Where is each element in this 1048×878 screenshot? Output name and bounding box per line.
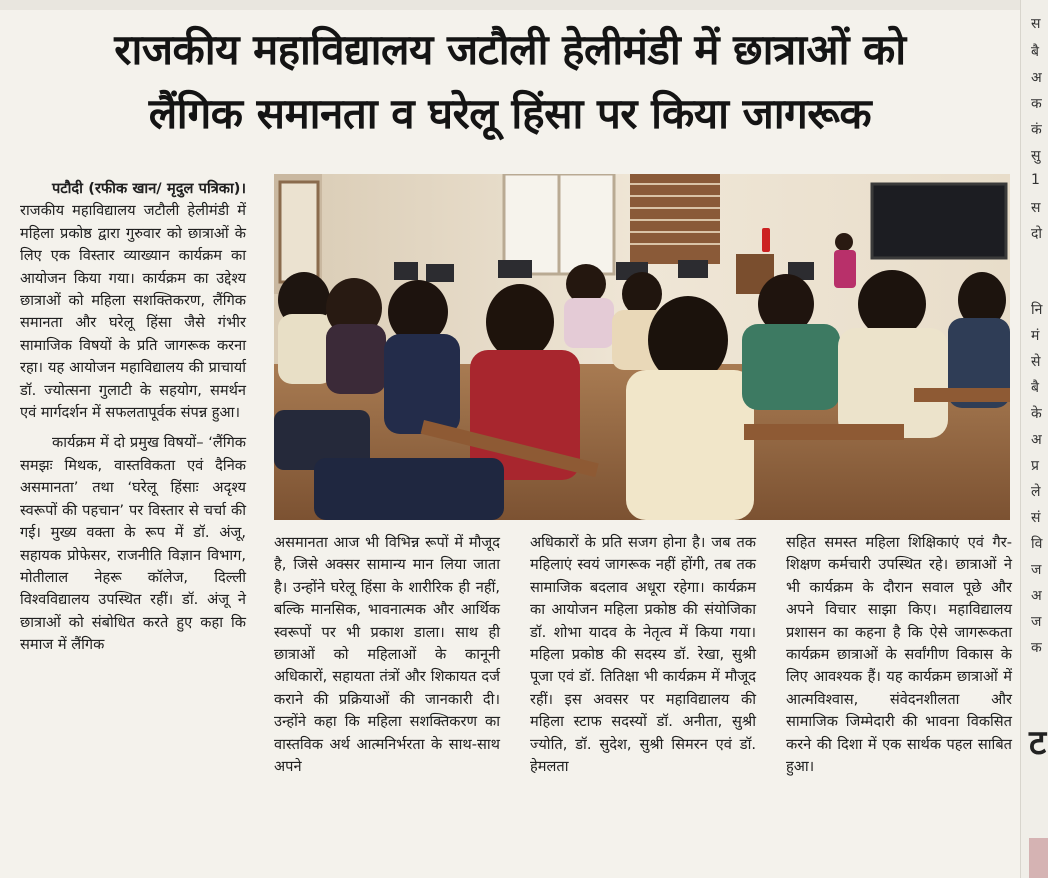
article-column-3: अधिकारों के प्रति सजग होना है। जब तक महिलाएं स्वयं जागरूक नहीं होंगी, तब तक सामाजिक बदलाव अधूरा रहेगा। कार्यक्रम का आयोजन महिला प्रकोष्ठ की संयोजिका डॉ. शोभा यादव के नेतृत्व में किया गया। महिला प्रकोष्ठ की सदस्य डॉ. रेखा, सुश्री पूजा एवं डॉ. तितिक्षा भी कार्यक्रम में मौजूद रहीं। इस अवसर पर महाविद्यालय की महिला स्टाफ सदस्यों डॉ. अनीता, सुश्री ज्योति, डॉ. सुदेश, सुश्री सिमरन एवं डॉ. हेमलता — [530, 534, 756, 776]
edge-char: प्र — [1031, 458, 1039, 474]
previous-section-strip — [0, 0, 1048, 10]
article-paragraph-1-text: राजकीय महाविद्यालय जटौली हेलीमंडी में महिला प्रकोष्ठ द्वारा गुरुवार को छात्राओं के लिए एक विस्तार व्याख्यान कार्यक्रम का आयोजन किया गया। कार्यक्रम का उद्देश्य छात्राओं को महिला सशक्तिकरण, लैंगिक समानता और घरेलू हिंसा जैसे गंभीर सामाजिक विषयों के प्रति जागरूक करना रहा। यह आयोजन महाविद्यालय की प्राचार्या डॉ. ज्योत्सना गुलाटी के सहयोग, समर्थन एवं मार्गदर्शन में सफलतापूर्वक संपन्न हुआ। — [20, 202, 246, 422]
edge-char: के — [1031, 406, 1042, 422]
adjacent-article-edge — [1020, 0, 1048, 878]
edge-char: स — [1031, 16, 1041, 32]
edge-char: ले — [1031, 484, 1041, 500]
edge-char: मं — [1031, 328, 1040, 344]
edge-char: अ — [1031, 432, 1042, 448]
headline — [0, 18, 1020, 146]
edge-char: वि — [1031, 536, 1043, 552]
edge-char: ज — [1031, 562, 1042, 578]
article-paragraph-1 — [20, 178, 246, 424]
edge-char: बै — [1031, 380, 1039, 396]
edge-color-block — [1029, 838, 1048, 878]
edge-char: अ — [1031, 588, 1042, 604]
edge-char: से — [1031, 354, 1041, 370]
edge-char: 1 — [1031, 172, 1040, 188]
headline-line-2: लैंगिक समानता व घरेलू हिंसा पर किया जागरूक — [148, 89, 872, 138]
edge-char: नि — [1031, 302, 1043, 318]
edge-char: क — [1031, 640, 1042, 656]
edge-char: बै — [1031, 44, 1039, 60]
edge-heading-fragment: ट — [1029, 723, 1047, 763]
article-column-4: सहित समस्त महिला शिक्षिकाएं एवं गैर-शिक्षण कर्मचारी उपस्थित रहे। छात्राओं ने भी कार्यक्रम के दौरान सवाल पूछे और अपने विचार साझा किए। महाविद्यालय प्रशासन का कहना है कि ऐसे जागरूकता कार्यक्रम छात्राओं के सर्वांगीण विकास के लिए आवश्यक हैं। यह कार्यक्रम छात्राओं में आत्मविश्वास, संवेदनशीलता और सामाजिक जिम्मेदारी की भावना विकसित करने की दिशा में एक सार्थक पहल साबित हुआ। — [786, 534, 1012, 776]
event-photo — [274, 174, 1010, 520]
article-column-2: असमानता आज भी विभिन्न रूपों में मौजूद है, जिसे अक्सर सामान्य मान लिया जाता है। उन्होंने घरेलू हिंसा के शारीरिक ही नहीं, बल्कि मानसिक, भावनात्मक और आर्थिक स्वरूपों पर भी प्रकाश डाला। साथ ही छात्राओं को महिलाओं के कानूनी अधिकारों, सहायता तंत्रों और शिकायत दर्ज कराने की प्रक्रियाओं की जानकारी दी। उन्होंने कहा कि महिला सशक्तिकरण का वास्तविक अर्थ आत्मनिर्भरता के साथ-साथ अपने — [274, 534, 500, 776]
edge-char: अ — [1031, 70, 1042, 86]
edge-char: स — [1031, 200, 1041, 216]
article-column-1 — [20, 178, 246, 657]
edge-char: सं — [1031, 510, 1041, 526]
edge-char: सु — [1031, 148, 1041, 164]
edge-char: क — [1031, 96, 1042, 112]
classroom-photo-illustration — [274, 174, 1010, 520]
article-paragraph-2: कार्यक्रम में दो प्रमुख विषयों– ‘लैंगिक समझः मिथक, वास्तविकता एवं दैनिक असमानता’ तथा ‘घरेलू हिंसाः अदृश्य स्वरूपों की पहचान’ पर विस्तार से चर्चा की गई। मुख्य वक्ता के रूप में डॉ. अंजू, सहायक प्रोफेसर, राजनीति विज्ञान विभाग, मोतीलाल नेहरू कॉलेज, दिल्ली विश्वविद्यालय उपस्थित रहीं। डॉ. अंजू ने छात्राओं को संबोधित करते हुए कहा कि समाज में लैंगिक — [20, 434, 246, 654]
edge-char: कं — [1031, 122, 1042, 138]
headline-line-1: राजकीय महाविद्यालय जटौली हेलीमंडी में छात्राओं को — [114, 25, 906, 74]
edge-char: ज — [1031, 614, 1042, 630]
edge-char: दो — [1031, 226, 1043, 242]
dateline: पटौदी (रफीक खान/ मृदुल पत्रिका)। — [52, 180, 246, 197]
